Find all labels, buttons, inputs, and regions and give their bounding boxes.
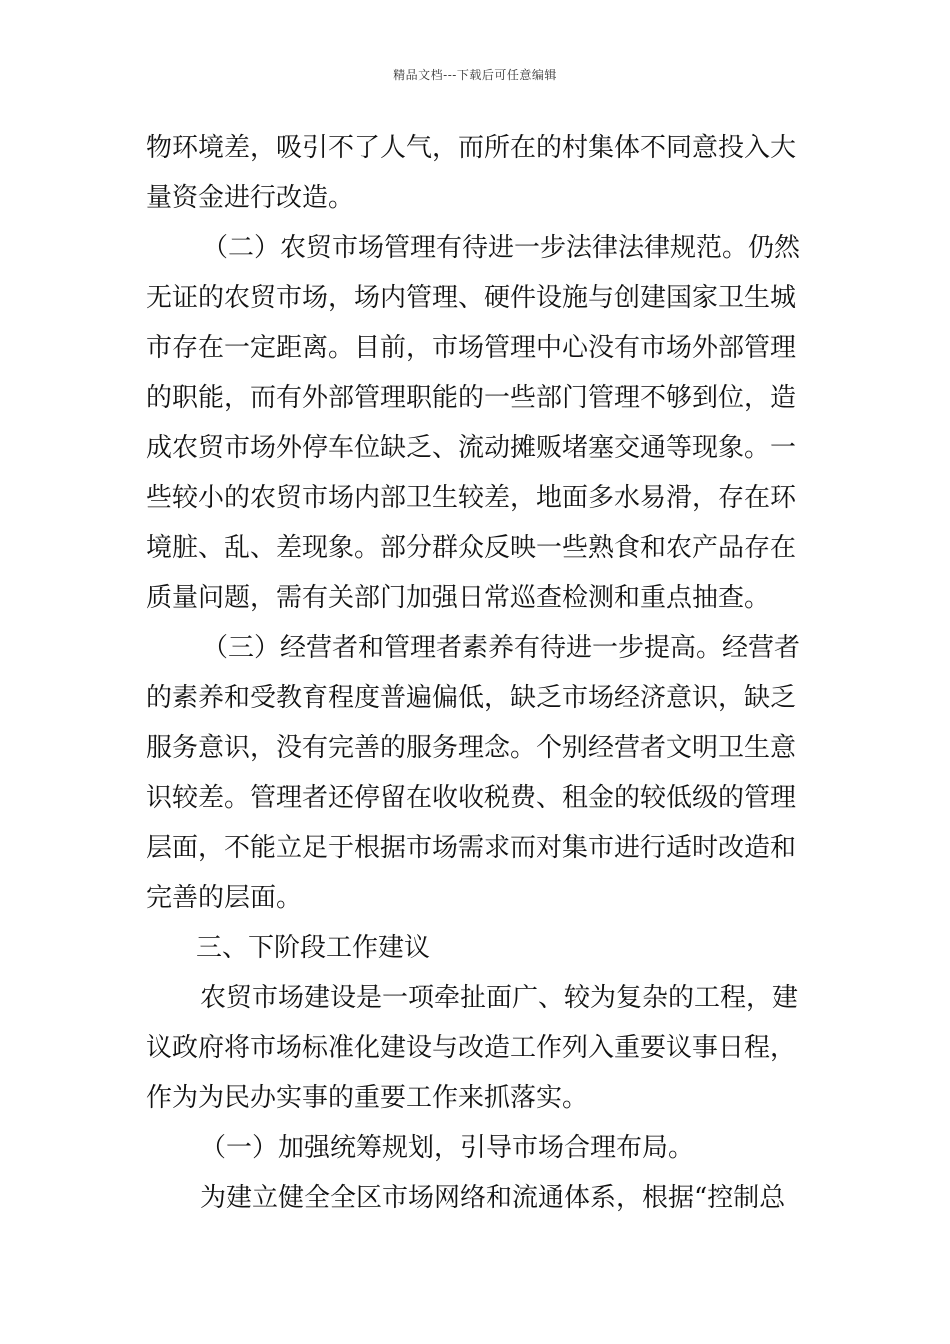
body-line: 量资金进行改造。	[146, 183, 355, 213]
body-line: 些较小的农贸市场内部卫生较差，地面多水易滑，存在环	[146, 483, 797, 513]
body-line: 服务意识，没有完善的服务理念。个别经营者文明卫生意	[146, 733, 797, 763]
body-line: 无证的农贸市场，场内管理、硬件设施与创建国家卫生城	[146, 283, 797, 313]
paragraph-heading: （一）加强统筹规划，引导市场合理布局。	[200, 1133, 695, 1163]
body-line: 为建立健全全区市场网络和流通体系，根据“控制总	[200, 1183, 786, 1213]
paragraph-heading: （二）农贸市场管理有待进一步法律法律规范。仍然	[202, 233, 801, 263]
body-line: 层面，不能立足于根据市场需求而对集市进行适时改造和	[146, 833, 797, 863]
body-line: 质量问题，需有关部门加强日常巡查检测和重点抽查。	[146, 583, 771, 613]
page-header: 精品文档---下载后可任意编辑	[393, 68, 557, 82]
paragraph-heading: （三）经营者和管理者素养有待进一步提高。经营者	[202, 633, 801, 663]
body-line: 识较差。管理者还停留在收收税费、租金的较低级的管理	[146, 783, 797, 813]
body-line: 农贸市场建设是一项牵扯面广、较为复杂的工程，建	[200, 983, 799, 1013]
body-line: 物环境差，吸引不了人气，而所在的村集体不同意投入大	[146, 133, 797, 163]
body-line: 成农贸市场外停车位缺乏、流动摊贩堵塞交通等现象。一	[146, 433, 797, 463]
body-line: 议政府将市场标准化建设与改造工作列入重要议事日程，	[146, 1033, 797, 1063]
body-line: 的素养和受教育程度普遍偏低，缺乏市场经济意识，缺乏	[146, 683, 797, 713]
body-line: 的职能，而有外部管理职能的一些部门管理不够到位，造	[146, 383, 797, 413]
body-line: 完善的层面。	[146, 883, 303, 913]
body-line: 作为为民办实事的重要工作来抓落实。	[146, 1083, 589, 1113]
body-line: 境脏、乱、差现象。部分群众反映一些熟食和农产品存在	[146, 533, 797, 563]
body-line: 市存在一定距离。目前，市场管理中心没有市场外部管理	[146, 333, 797, 363]
section-heading: 三、下阶段工作建议	[196, 933, 431, 963]
